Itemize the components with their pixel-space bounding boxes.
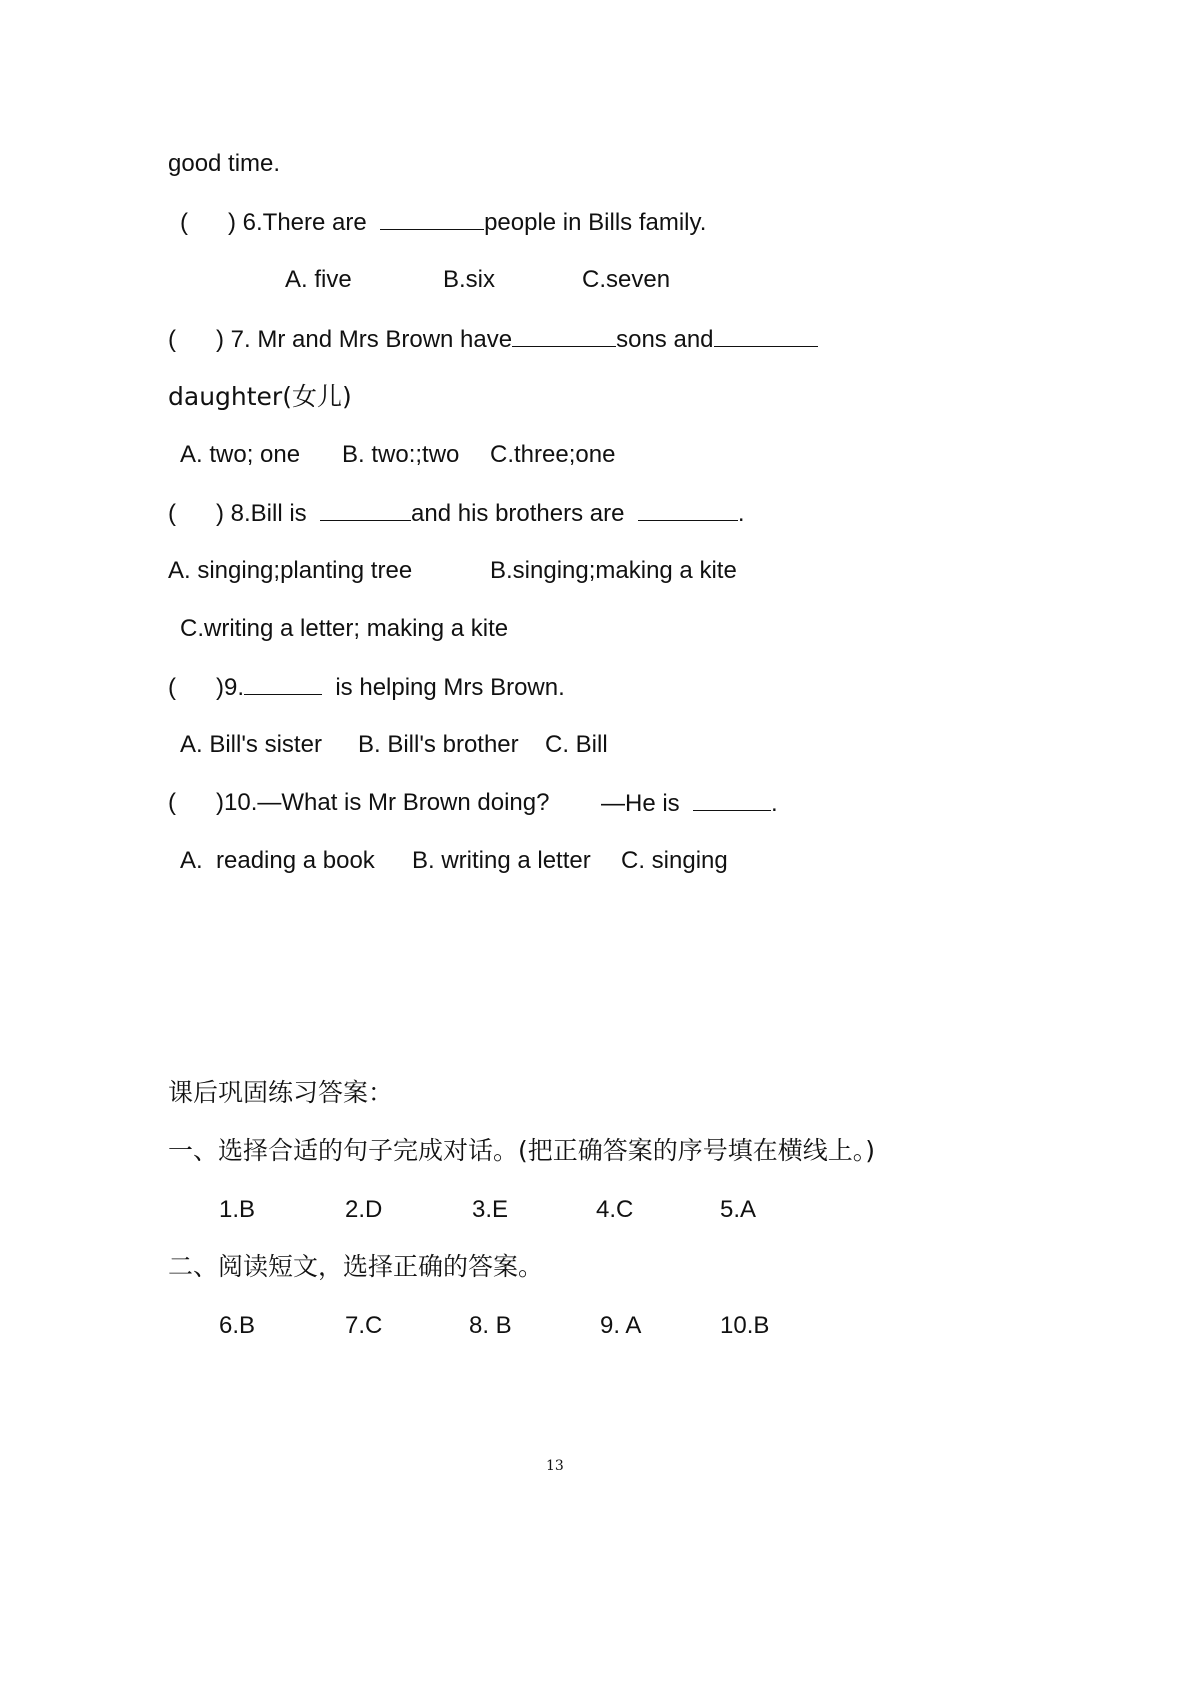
question-9-option-a: A. Bill's sister [180, 731, 322, 758]
question-9-prefix: ( )9. [168, 674, 245, 701]
question-7 [168, 324, 818, 355]
question-7-option-a: A. two; one [180, 441, 301, 468]
question-8 [168, 498, 744, 529]
question-10 [168, 788, 549, 818]
answer-item: 8. B [469, 1312, 512, 1339]
answer-item: 10.B [720, 1312, 770, 1339]
question-8-prefix: ( ) 8.Bill is [168, 500, 321, 527]
answer-item: 7.C [345, 1312, 383, 1339]
answer-item: 2.D [345, 1196, 383, 1223]
question-9-suffix: is helping Mrs Brown. [322, 674, 565, 701]
answer-blank[interactable] [320, 498, 411, 521]
question-8-option-a: A. singing;planting tree [168, 557, 413, 584]
answer-blank[interactable] [244, 672, 322, 695]
question-8-mid: and his brothers are [411, 500, 638, 527]
question-10-option-a: A. reading a book [180, 847, 375, 874]
question-7-option-b: B. two:;two [342, 441, 460, 468]
question-10-answer [601, 788, 778, 819]
answer-item: 1.B [219, 1196, 256, 1223]
question-6-suffix: people in Bills family. [484, 209, 707, 236]
question-8-option-c: C.writing a letter; making a kite [180, 615, 509, 642]
question-8-end: . [737, 500, 745, 527]
answer-item: 9. A [600, 1312, 642, 1339]
answer-item: 3.E [472, 1196, 509, 1223]
answer-blank[interactable] [380, 207, 484, 230]
answer-blank[interactable] [693, 788, 771, 811]
question-7-mid: sons and [616, 326, 714, 353]
question-6-option-a: A. five [285, 266, 352, 293]
answer-item: 4.C [596, 1196, 634, 1223]
question-7-prefix: ( ) 7. Mr and Mrs Brown have [168, 326, 513, 353]
page-number: 13 [546, 1458, 564, 1474]
question-10-end: . [771, 790, 778, 817]
question-7-option-c: C.three;one [490, 441, 616, 468]
question-8-option-b: B.singing;making a kite [490, 557, 737, 584]
answer-item: 5.A [720, 1196, 757, 1223]
answers-section2-heading: 二、阅读短文，选择正确的答案。 [168, 1252, 544, 1281]
question-6-prefix: ( ) 6.There are [180, 209, 381, 236]
question-10-option-b: B. writing a letter [412, 847, 591, 874]
question-9-option-c: C. Bill [545, 731, 608, 758]
question-9 [168, 672, 565, 703]
answers-section1-heading: 一、选择合适的句子完成对话。(把正确答案的序号填在横线上。) [168, 1136, 876, 1165]
answer-item: 6.B [219, 1312, 256, 1339]
question-6-option-c: C.seven [582, 266, 671, 293]
answer-blank[interactable] [714, 324, 818, 347]
question-9-option-b: B. Bill's brother [358, 731, 519, 758]
question-10-option-c: C. singing [621, 847, 728, 874]
answer-blank[interactable] [638, 498, 738, 521]
answers-title: 课后巩固练习答案： [168, 1078, 394, 1107]
continuation-text: good time. [168, 150, 281, 177]
question-6 [180, 207, 706, 238]
question-6-option-b: B.six [443, 266, 496, 293]
answer-blank[interactable] [512, 324, 616, 347]
question-10-prefix: ( )10.—What is Mr Brown doing? [168, 789, 550, 816]
question-10-answer-prefix: —He is [601, 790, 694, 817]
question-7-line2: daughter(女儿) [168, 382, 352, 411]
